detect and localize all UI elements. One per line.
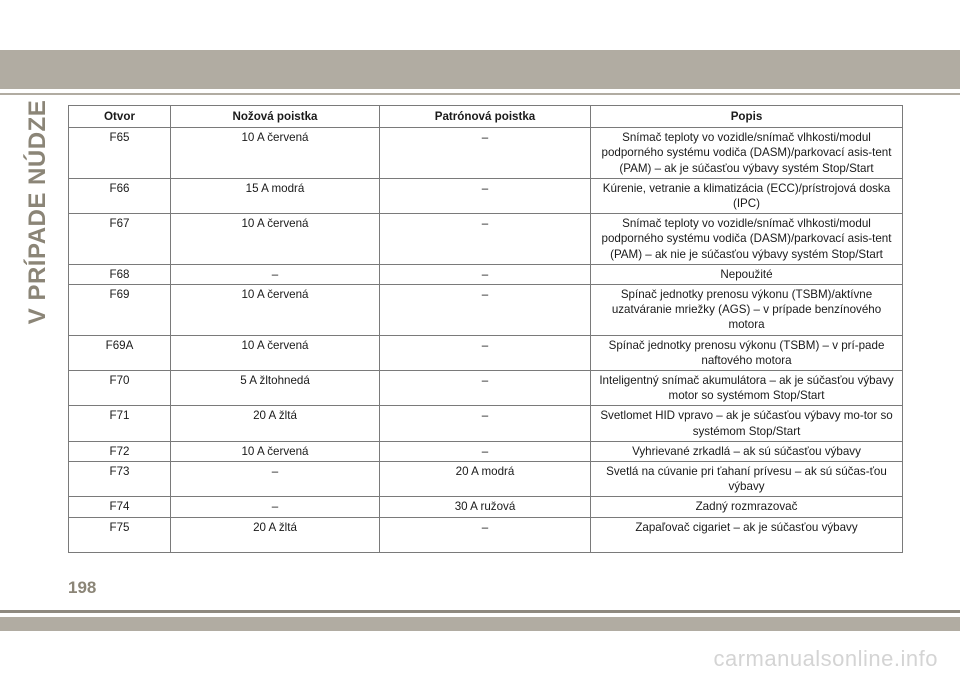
cell-blade-fuse: 20 A žltá — [171, 406, 380, 441]
cell-cartridge-fuse: – — [380, 128, 591, 179]
cell-blade-fuse: 20 A žltá — [171, 517, 380, 552]
cell-blade-fuse: 10 A červená — [171, 335, 380, 370]
cell-cartridge-fuse: – — [380, 441, 591, 461]
cell-otvor: F66 — [69, 178, 171, 213]
fuse-table — [68, 105, 903, 553]
header-otvor: Otvor — [69, 106, 171, 128]
table-row — [69, 178, 903, 213]
cell-cartridge-fuse: 30 A ružová — [380, 497, 591, 517]
cell-description: Kúrenie, vetranie a klimatizácia (ECC)/prístrojová doska (IPC) — [591, 178, 903, 213]
table-row — [69, 371, 903, 406]
cell-otvor: F73 — [69, 462, 171, 497]
header-band — [0, 50, 960, 89]
table-row — [69, 264, 903, 284]
cell-cartridge-fuse: – — [380, 264, 591, 284]
table-row — [69, 285, 903, 336]
cell-blade-fuse: – — [171, 497, 380, 517]
cell-blade-fuse: 10 A červená — [171, 285, 380, 336]
cell-blade-fuse: 10 A červená — [171, 214, 380, 265]
footer-rule — [0, 610, 960, 613]
cell-otvor: F69 — [69, 285, 171, 336]
cell-description: Snímač teploty vo vozidle/snímač vlhkosti/modul podporného systému vodiča (DASM)/parkovací asis-tent (PAM) – ak nie je súčasťou výbavy systém Stop/Start — [591, 214, 903, 265]
cell-otvor: F68 — [69, 264, 171, 284]
cell-blade-fuse: – — [171, 264, 380, 284]
cell-cartridge-fuse: – — [380, 406, 591, 441]
cell-otvor: F67 — [69, 214, 171, 265]
cell-description: Spínač jednotky prenosu výkonu (TSBM) – v prí-pade naftového motora — [591, 335, 903, 370]
footer-band — [0, 617, 960, 631]
header-patronova-poistka: Patrónová poistka — [380, 106, 591, 128]
cell-cartridge-fuse: – — [380, 214, 591, 265]
header-rule — [0, 93, 960, 95]
cell-blade-fuse: 10 A červená — [171, 441, 380, 461]
cell-blade-fuse: 5 A žltohnedá — [171, 371, 380, 406]
section-title: V PRÍPADE NÚDZE — [24, 99, 51, 325]
cell-description: Spínač jednotky prenosu výkonu (TSBM)/aktívne uzatváranie mriežky (AGS) – v prípade benzínového motora — [591, 285, 903, 336]
header-popis: Popis — [591, 106, 903, 128]
cell-otvor: F71 — [69, 406, 171, 441]
table-row — [69, 497, 903, 517]
cell-otvor: F72 — [69, 441, 171, 461]
cell-description: Zapaľovač cigariet – ak je súčasťou výbavy — [591, 517, 903, 552]
page-number: 198 — [68, 578, 97, 597]
cell-otvor: F69A — [69, 335, 171, 370]
cell-description: Zadný rozmrazovač — [591, 497, 903, 517]
cell-otvor: F70 — [69, 371, 171, 406]
cell-blade-fuse: 15 A modrá — [171, 178, 380, 213]
cell-description: Snímač teploty vo vozidle/snímač vlhkosti/modul podporného systému vodiča (DASM)/parkovací asis-tent (PAM) – ak je súčasťou výbavy systém Stop/Start — [591, 128, 903, 179]
table-row — [69, 335, 903, 370]
watermark: carmanualsonline.info — [713, 646, 938, 671]
table-row — [69, 406, 903, 441]
header-nozova-poistka: Nožová poistka — [171, 106, 380, 128]
cell-description: Inteligentný snímač akumulátora – ak je súčasťou výbavy motor so systémom Stop/Start — [591, 371, 903, 406]
cell-description: Nepoužité — [591, 264, 903, 284]
cell-blade-fuse: – — [171, 462, 380, 497]
cell-cartridge-fuse: – — [380, 371, 591, 406]
cell-cartridge-fuse: – — [380, 285, 591, 336]
table-row — [69, 462, 903, 497]
cell-otvor: F75 — [69, 517, 171, 552]
cell-cartridge-fuse: 20 A modrá — [380, 462, 591, 497]
table-row — [69, 441, 903, 461]
cell-otvor: F74 — [69, 497, 171, 517]
table-row — [69, 517, 903, 552]
cell-blade-fuse: 10 A červená — [171, 128, 380, 179]
cell-cartridge-fuse: – — [380, 335, 591, 370]
cell-description: Svetlomet HID vpravo – ak je súčasťou výbavy mo-tor so systémom Stop/Start — [591, 406, 903, 441]
table-header-row — [69, 106, 903, 128]
cell-description: Svetlá na cúvanie pri ťahaní prívesu – ak sú súčas-ťou výbavy — [591, 462, 903, 497]
cell-description: Vyhrievané zrkadlá – ak sú súčasťou výbavy — [591, 441, 903, 461]
cell-cartridge-fuse: – — [380, 178, 591, 213]
table-row — [69, 214, 903, 265]
cell-otvor: F65 — [69, 128, 171, 179]
cell-cartridge-fuse: – — [380, 517, 591, 552]
table-row — [69, 128, 903, 179]
